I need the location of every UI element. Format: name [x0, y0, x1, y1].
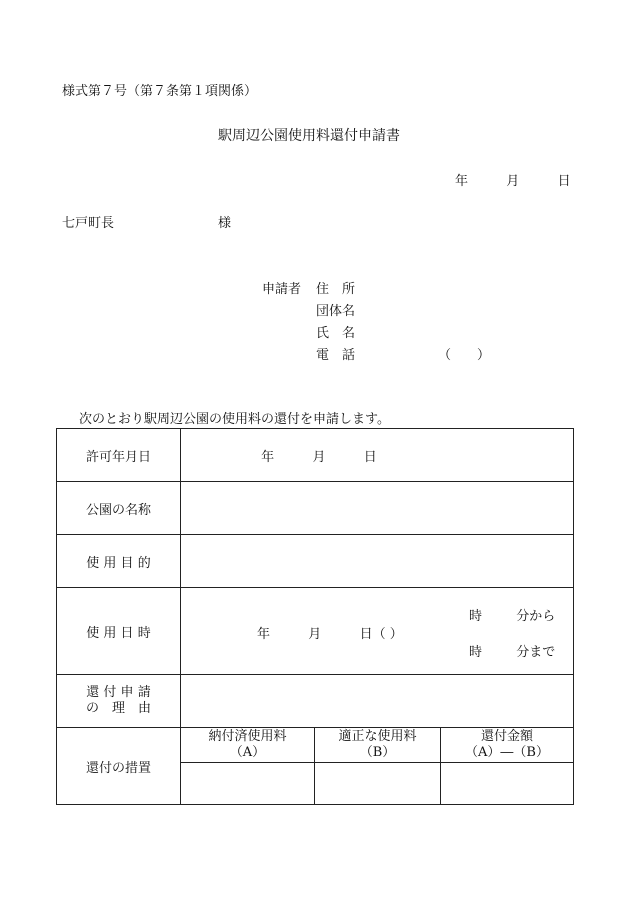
permit-year: 年 [261, 449, 275, 465]
reason-label-line-1: 還 付 申 請 [86, 685, 151, 700]
row-refund-header [57, 728, 574, 763]
applicant-phone-label: 電 話 [316, 348, 356, 363]
phone-area-code-paren: （ ） [438, 348, 491, 363]
applicant-name-label: 氏 名 [316, 326, 356, 341]
col-b-title: 適正な使用料 [338, 729, 417, 744]
park-name-label: 公園の名称 [57, 482, 181, 535]
time-from-minute: 分から [516, 609, 556, 624]
reason-value[interactable] [181, 675, 574, 728]
datetime-month: 月 [308, 627, 322, 642]
purpose-label: 使 用 目 的 [57, 535, 181, 588]
col-a-code: （A） [229, 745, 266, 760]
row-datetime [57, 588, 574, 675]
datetime-date [257, 623, 403, 642]
reason-label [57, 675, 181, 728]
permit-month: 月 [312, 449, 326, 465]
col-c-code: （A）―（B） [465, 745, 549, 760]
purpose-value[interactable] [181, 535, 574, 588]
application-date [455, 170, 571, 189]
date-month: 月 [506, 174, 520, 189]
col-b-code: （B） [359, 745, 396, 760]
time-to [469, 641, 555, 660]
col-b-header [315, 728, 441, 763]
paid-fee-value[interactable] [181, 763, 315, 805]
col-a-header [181, 728, 315, 763]
date-year: 年 [455, 174, 469, 189]
applicant-label: 申請者 [262, 282, 302, 297]
datetime-label: 使 用 日 時 [57, 588, 181, 675]
permit-date-value[interactable] [181, 429, 574, 482]
refund-amount-value[interactable] [441, 763, 574, 805]
applicant-group-label: 団体名 [316, 304, 356, 319]
time-from [469, 605, 555, 624]
intro-text: 次のとおり駅周辺公園の使用料の還付を申請します。 [79, 412, 390, 427]
time-from-hour: 時 [469, 609, 483, 624]
refund-application-table [56, 428, 574, 805]
addressee-name: 七戸町長 [62, 216, 115, 231]
row-reason [57, 675, 574, 728]
document-title: 駅周辺公園使用料還付申請書 [218, 128, 400, 144]
row-park-name [57, 482, 574, 535]
row-permit-date [57, 429, 574, 482]
permit-day: 日 [363, 449, 377, 465]
applicant-address-label: 住 所 [316, 282, 356, 297]
row-purpose [57, 535, 574, 588]
col-c-header [441, 728, 574, 763]
permit-date-label: 許可年月日 [57, 429, 181, 482]
datetime-year: 年 [257, 627, 271, 642]
col-c-title: 還付金額 [481, 729, 534, 744]
reason-label-line-2: の 理 由 [85, 701, 151, 716]
park-name-value[interactable] [181, 482, 574, 535]
date-day: 日 [557, 174, 571, 189]
datetime-day: 日（ ） [359, 627, 403, 642]
addressee-honorific: 様 [218, 216, 232, 231]
time-to-hour: 時 [469, 645, 483, 660]
form-number: 様式第７号（第７条第１項関係） [62, 84, 258, 99]
datetime-value[interactable] [181, 588, 574, 675]
time-to-minute: 分まで [516, 645, 556, 660]
proper-fee-value[interactable] [315, 763, 441, 805]
refund-label: 還付の措置 [57, 728, 181, 805]
col-a-title: 納付済使用料 [208, 729, 287, 744]
